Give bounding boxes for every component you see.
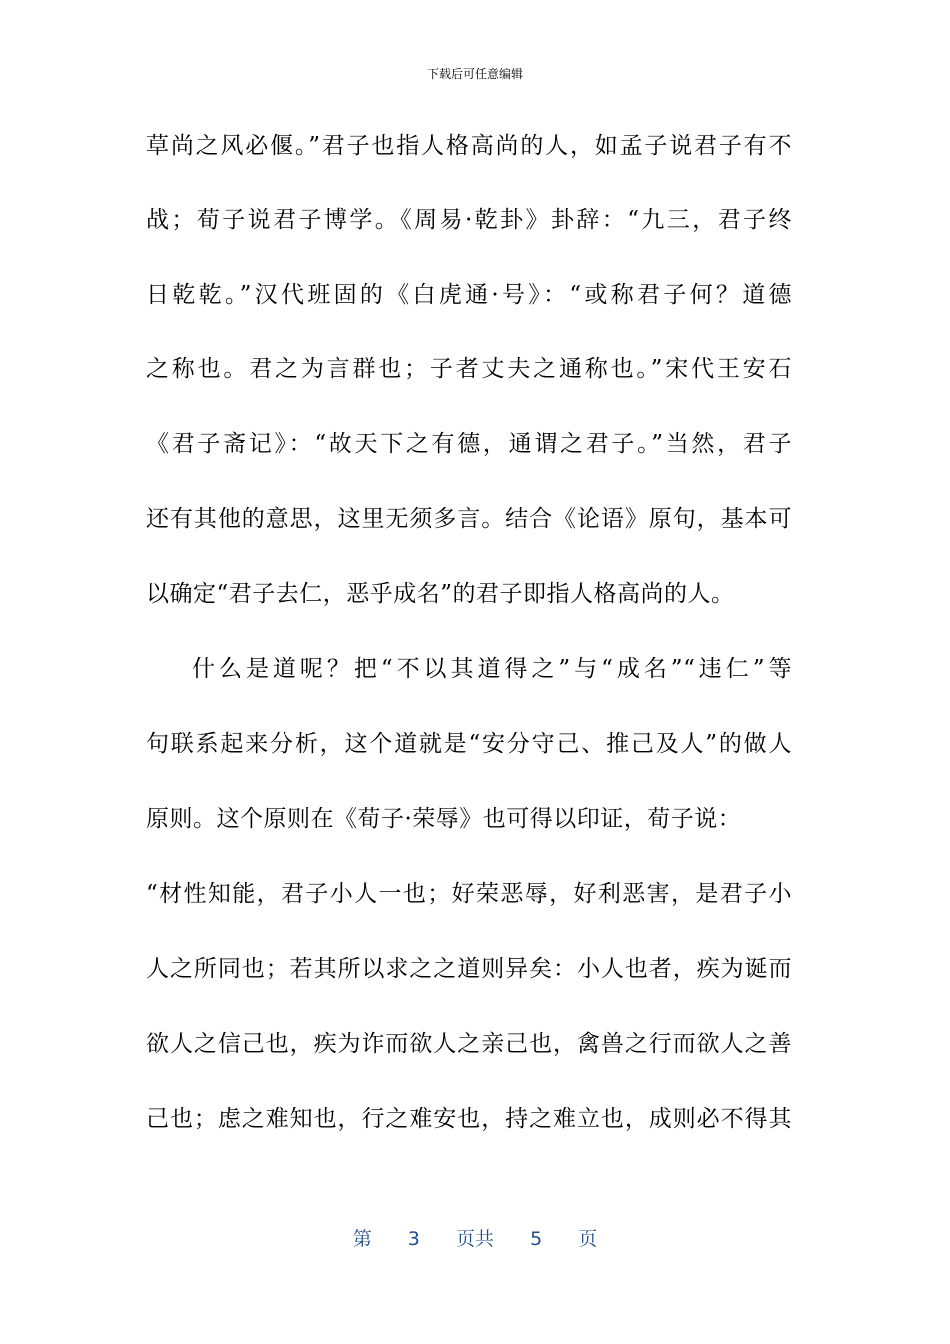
page-header: 下载后可任意编辑 <box>426 67 523 81</box>
paragraph-first-line: 什么是道呢？把“不以其道得之”与“成名”“违仁”等 <box>192 656 792 682</box>
text-line: 以确定“君子去仁，恶乎成名”的君子即指人格高尚的人。 <box>146 581 735 607</box>
text-line: 之称也。君之为言群也；子者丈夫之通称也。”宋代王安石 <box>146 356 792 382</box>
footer-prefix: 第 <box>352 1228 372 1250</box>
text-line: 原则。这个原则在《荀子·荣辱》也可得以印证，荀子说： <box>146 806 742 832</box>
footer-suffix: 页 <box>578 1228 598 1250</box>
text-line: 《君子斋记》：“故天下之有德，通谓之君子。”当然，君子 <box>146 431 792 457</box>
text-line: “材性知能，君子小人一也；好荣恶辱，好利恶害，是君子小 <box>146 881 792 907</box>
footer-middle: 页共 <box>455 1228 494 1250</box>
current-page-number: 3 <box>407 1228 420 1250</box>
text-line: 日乾乾。”汉代班固的《白虎通·号》：“或称君子何？道德 <box>146 282 792 308</box>
text-line: 战；荀子说君子博学。《周易·乾卦》卦辞：“九三，君子终 <box>146 207 792 233</box>
text-line: 己也；虑之难知也，行之难安也，持之难立也，成则必不得其 <box>146 1106 792 1132</box>
text-line: 还有其他的意思，这里无须多言。结合《论语》原句，基本可 <box>146 506 792 532</box>
text-line: 句联系起来分析，这个道就是“安分守己、推己及人”的做人 <box>146 731 792 757</box>
text-line: 草尚之风必偃。”君子也指人格高尚的人，如孟子说君子有不 <box>146 133 792 159</box>
total-page-count: 5 <box>530 1228 543 1250</box>
text-line: 人之所同也；若其所以求之之道则异矣：小人也者，疾为诞而 <box>146 956 792 982</box>
text-line: 欲人之信己也，疾为诈而欲人之亲己也，禽兽之行而欲人之善 <box>146 1031 792 1057</box>
page-footer <box>0 1227 950 1251</box>
